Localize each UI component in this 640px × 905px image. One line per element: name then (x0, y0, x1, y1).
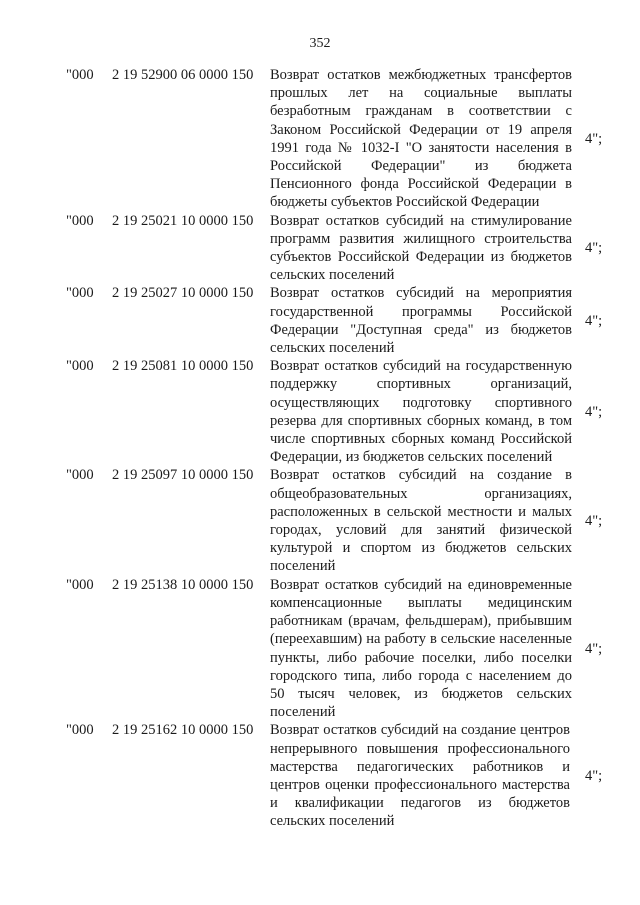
entry-budget-code: 2 19 25097 10 0000 150 (112, 467, 254, 484)
budget-entry-4 (0, 357, 640, 466)
budget-entry-6 (0, 576, 640, 722)
entry-tail: 4"; (585, 640, 603, 657)
entry-tail: 4"; (585, 130, 603, 147)
page-number: 352 (309, 36, 331, 51)
budget-entry-5 (0, 466, 640, 575)
entry-description: Возврат остатков субсидий на единовременные компенсационные выплаты медицинским работникам (врачам, фельдшерам), прибывшим (переехавшим) на работу в сельские населенные пункты, либо рабочие поселки, либо поселки городского типа, либо города с населением до 50 тысяч человек, из бюджетов сельских поселений (270, 576, 572, 721)
entry-budget-code: 2 19 25138 10 0000 150 (112, 576, 254, 593)
entry-admin-code: "000 (66, 285, 94, 302)
entry-admin-code: "000 (66, 67, 94, 83)
budget-entry-2 (0, 212, 640, 285)
entry-tail: 4"; (585, 403, 603, 420)
entry-budget-code: 2 19 25081 10 0000 150 (112, 358, 254, 375)
entry-budget-code: 2 19 25162 10 0000 150 (112, 722, 254, 739)
budget-entry-7 (0, 721, 640, 830)
entry-description: Возврат остатков субсидий на стимулирование программ развития жилищного строительства субъектов Российской Федерации из бюджетов сельских поселений (270, 212, 572, 284)
entry-tail: 4"; (585, 239, 603, 256)
budget-entry-1 (0, 66, 640, 212)
entry-description: Возврат остатков субсидий на создание в общеобразовательных организациях, расположенных в сельской местности и малых городах, условий для занятий физической культурой и спортом из бюджетов сельских поселений (270, 467, 572, 575)
budget-code-list (0, 66, 640, 831)
entry-tail: 4"; (585, 512, 603, 529)
entry-admin-code: "000 (66, 212, 94, 229)
entry-admin-code: "000 (66, 722, 94, 739)
entry-tail: 4"; (585, 312, 603, 329)
entry-admin-code: "000 (66, 576, 94, 593)
entry-description: Возврат остатков субсидий на государственную поддержку спортивных организаций, осуществляющих подготовку спортивного резерва для спортивных сборных команд, в том числе спортивных сборных команд Российской Федерации, из бюджетов сельских поселений (270, 358, 572, 466)
entry-description: Возврат остатков межбюджетных трансфертов прошлых лет на социальные выплаты безработным гражданам в соответствии с Законом Российской Федерации от 19 апреля 1991 года № 1032-I "О занятости населения в Российской Федерации" из бюджета Пенсионного фонда Российской Федерации в бюджеты субъектов Российской Федерации (270, 67, 572, 211)
entry-budget-code: 2 19 25021 10 0000 150 (112, 212, 254, 229)
entry-budget-code: 2 19 52900 06 0000 150 (112, 67, 254, 83)
entry-admin-code: "000 (66, 467, 94, 484)
entry-tail: 4"; (585, 767, 603, 784)
budget-entry-3 (0, 284, 640, 357)
entry-description: Возврат остатков субсидий на мероприятия государственной программы Российской Федерации "Доступная среда" из бюджетов сельских поселений (270, 285, 572, 357)
entry-description: Возврат остатков субсидий на создание центров непрерывного повышения профессионального мастерства педагогических работников и центров оценки профессионального мастерства и квалификации педагогов из бюджетов сельских поселений (270, 722, 570, 830)
entry-budget-code: 2 19 25027 10 0000 150 (112, 285, 254, 302)
entry-admin-code: "000 (66, 358, 94, 375)
